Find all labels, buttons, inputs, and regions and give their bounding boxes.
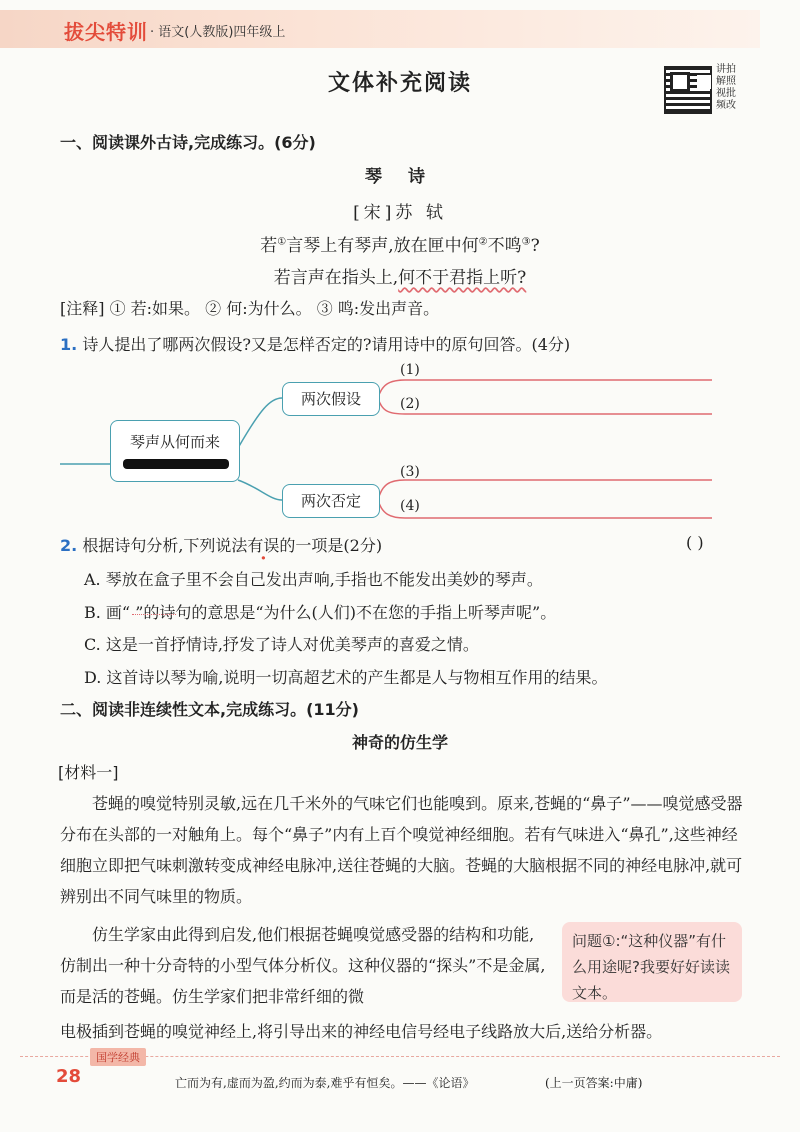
option-c: C. 这是一首抒情诗,抒发了诗人对优美琴声的喜爱之情。 xyxy=(84,635,479,654)
poem-title: 琴 诗 xyxy=(365,167,435,187)
option-b: B. 画“ ”的诗句的意思是“为什么(人们)不在您的手指上听琴声呢”。 xyxy=(84,603,557,622)
section-heading-2: 二、阅读非连续性文本,完成练习。(11分) xyxy=(60,700,359,719)
option-a: A. 琴放在盒子里不会自己发出声响,手指也不能发出美妙的琴声。 xyxy=(84,570,543,589)
qr-label: 讲拍解照视批频改 xyxy=(716,64,736,111)
answer-slot-1[interactable]: (1) xyxy=(400,362,420,378)
redaction-mark xyxy=(123,459,229,469)
poem-author: [宋]苏 轼 xyxy=(353,203,447,223)
material-tag: [材料一] xyxy=(58,763,119,782)
poem-line-2: 若言声在指头上,何不于君指上听? xyxy=(273,268,527,288)
answer-slot-3[interactable]: (3) xyxy=(400,464,420,480)
paragraph-1: 苍蝇的嗅觉特别灵敏,远在几千米外的气味它们也能嗅到。原来,苍蝇的“鼻子”——嗅觉感受器分布在头部的一对触角上。每个“鼻子”内有上百个嗅觉神经细胞。若有气味进入“鼻孔”,这些神经细胞立即把气味刺激转变成神经电脉冲,送往苍蝇的大脑。苍蝇的大脑根据不同的神经电脉冲,就可辨别出不同气味里的物质。 xyxy=(60,794,743,906)
article-title: 神奇的仿生学 xyxy=(351,733,448,752)
question-1: 1. 诗人提出了哪两次假设?又是怎样否定的?请用诗中的原句回答。(4分) xyxy=(60,335,571,354)
page-number: 28 xyxy=(56,1066,82,1087)
paragraph-2: 仿生学家由此得到启发,他们根据苍蝇嗅觉感受器的结构和功能,仿制出一种十分奇特的小型气体分析仪。这种仪器的“探头”不是金属,而是活的苍蝇。仿生学家们把非常纤细的微 xyxy=(60,925,546,1006)
question-callout: 问题①:“这种仪器”有什么用途呢?我要好好读读文本。 xyxy=(562,922,742,1002)
wavy-line-sample xyxy=(132,614,176,615)
hypothesis-box: 两次假设 xyxy=(282,382,380,416)
poem-notes: [注释] ① 若:如果。 ② 何:为什么。 ③ 鸣:发出声音。 xyxy=(60,299,440,318)
section-heading-1: 一、阅读课外古诗,完成练习。(6分) xyxy=(60,133,316,152)
paragraph-2-end: 电极插到苍蝇的嗅觉神经上,将引导出来的神经电信号经电子线路放大后,送给分析器。 xyxy=(60,1022,663,1041)
book-subtitle: · 语文(人教版)四年级上 xyxy=(150,25,286,40)
answer-slot-2[interactable]: (2) xyxy=(400,396,420,412)
poem-line-1: 若①言琴上有琴声,放在匣中何②不鸣③? xyxy=(260,236,540,256)
negation-box: 两次否定 xyxy=(282,484,380,518)
footer-tag: 国学经典 xyxy=(90,1048,146,1066)
page-title: 文体补充阅读 xyxy=(327,71,472,96)
question-2: 2. 根据诗句分析,下列说法有误的一项是(2分) xyxy=(60,536,383,555)
brand-logo: 拔尖特训 xyxy=(64,20,148,44)
answer-blank[interactable]: ( ) xyxy=(686,533,704,552)
footer-quote: 亡而为有,虚而为盈,约而为泰,难乎有恒矣。——《论语》 xyxy=(175,1076,475,1090)
option-d: D. 这首诗以琴为喻,说明一切高超艺术的产生都是人与物相互作用的结果。 xyxy=(84,668,608,687)
previous-answer: (上一页答案:中庸) xyxy=(545,1076,643,1090)
center-box: 琴声从何而来 xyxy=(110,420,240,482)
answer-slot-4[interactable]: (4) xyxy=(400,498,420,514)
